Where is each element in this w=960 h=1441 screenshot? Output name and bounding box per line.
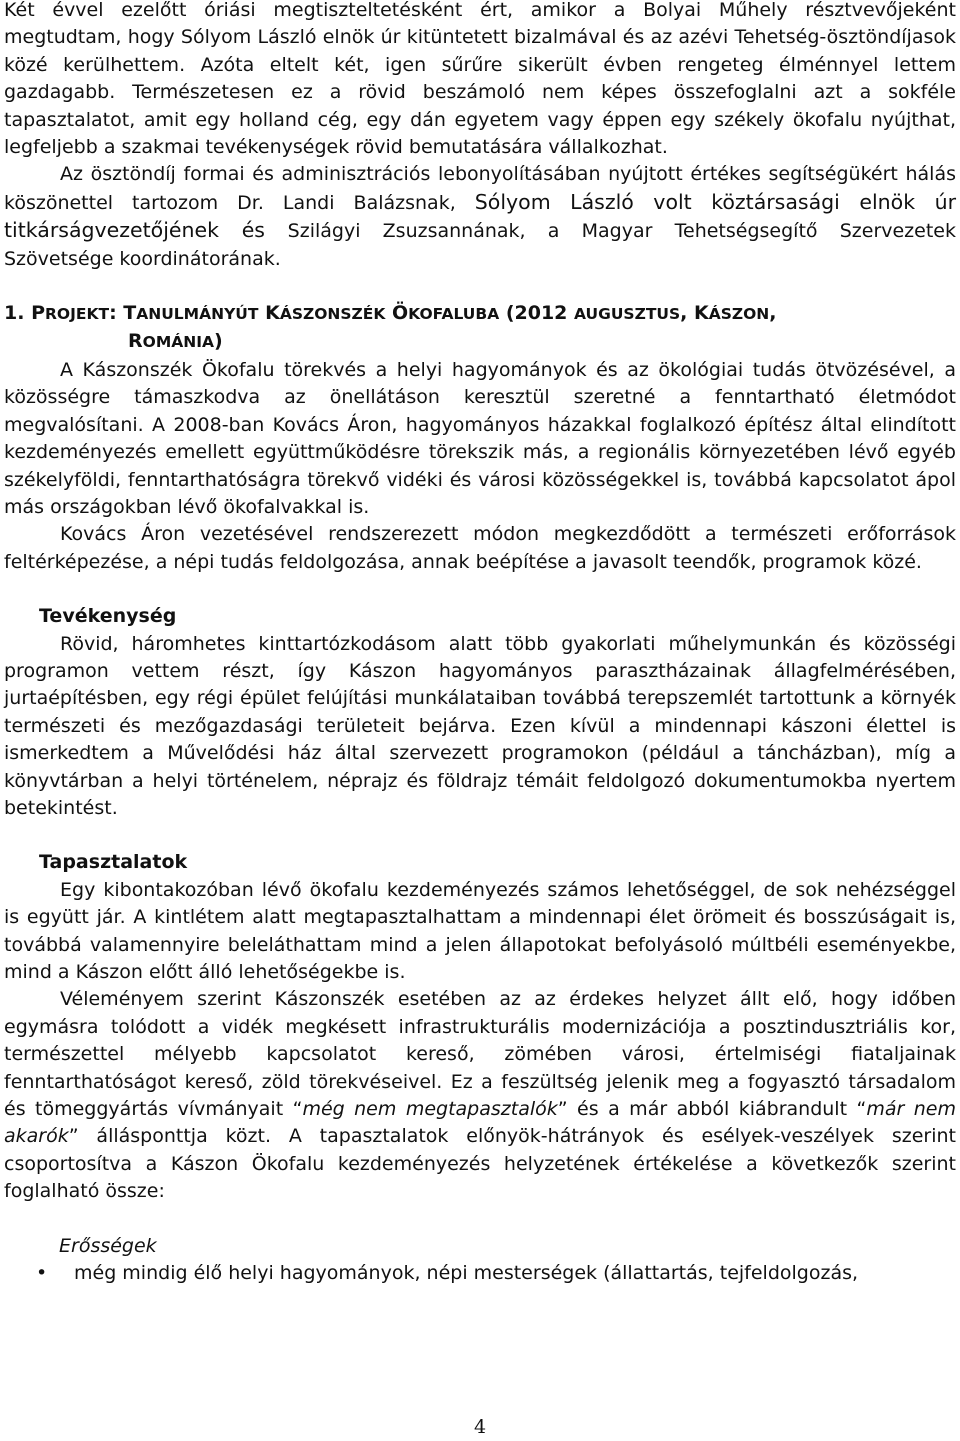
paragraph-thanks: Az ösztöndíj formai és adminisztrációs lebonyolításában nyújtott értékes segítségükért hálás köszönettel tartozom Dr. Landi Balázsnak, Sólyom László volt köztársasági elnök úr titkárságvezetőjének és Szilágyi Zsuzsannának, a Magyar Tehetségsegítő Szervezetek Szövetsége koordinátorának. [4,163,956,270]
strengths-list [4,1260,956,1287]
subheading-activity: Tevékenység [39,605,177,628]
paragraph-experience-2: Véleményem szerint Kászonszék esetében az az érdekes helyzet állt elő, hogy időben egymásra tolódott a vidék megkésett infrastrukturális modernizációja a posztindusztriális kor, természettel mélyebb kapcsolatot kereső, zömében városi, értelmiségi fiataljainak fenntarthatóságot kereső, zöld törekvéseivel. Ez a feszültség jelenik meg a fogyasztó társadalom és tömeggyártás vívmányait “még nem megtapasztalók” és a már abból kiábrandult “már nem akarók” állásponttja közt. A tapasztalatok előnyök-hátrányok és esélyek-veszélyek szerint csoportosítva a Kászon Ökofalu kezdeményezés helyzetének értékelése a következők szerint foglalható össze: [4,988,956,1203]
paragraph-kovacs: Kovács Áron vezetésével rendszerezett módon megkezdődött a természeti erőforrások feltérképezése, a népi tudás feldolgozása, annak beépítése a javasolt teendők, programok közé. [4,523,956,573]
subheading-experience: Tapasztalatok [39,851,188,874]
spacer [4,822,956,849]
thanks-highlight: Sólyom László volt köztársasági elnök úr titkárságvezetőjének [4,189,956,243]
quote-not-yet-experienced: még nem megtapasztalók [302,1098,558,1121]
spacer [4,576,956,603]
paragraph-kaszon: A Kászonszék Ökofalu törekvés a helyi hagyományok és az ökológiai tudás ötvözésével, a közösségre támaszkodva az önellátáson keresztül szeretné a fenntartható életmódot megvalósítani. A 2008-ban Kovács Áron, hagyományos házakkal foglalkozó építész által elindított kezdeményezés emellett együttműködésre törekszik más, a regionális környezetében lévő egyéb székelyföldi, fenntarthatóságra törekvő vidéki és városi közösségekkel is, továbbá kapcsolatot ápol más országokban lévő ökofalvakkal is. [4,358,956,518]
page-content [4,0,956,1287]
paragraph-intro: Két évvel ezelőtt óriási megtiszteltetésként ért, amikor a Bolyai Műhely résztvevőjeként megtudtam, hogy Sólyom László elnök úr kitüntetett bizalmával és az azévi Tehetség-ösztöndíjasok közé kerülhettem. Azóta eltelt két, igen sűrűre sikerült évben rengeteg élménnyel lettem gazdagabb. Természetesen ez a rövid beszámoló nem képes összefoglalni azt a sokféle tapasztalatot, amit egy holland cég, egy dán egyetem vagy éppen egy székely ökofalu nyújthat, legfeljebb a szakmai tevékenységek rövid bemutatására vállalkozhat. [4,0,956,159]
section-heading: 1. PROJEKT: TANULMÁNYÚT KÁSZONSZÉK ÖKOFALUBA (2012 AUGUSZTUS, KÁSZON, ROMÁNIA) [4,302,777,353]
spacer [4,273,956,300]
bullet-icon: • [36,1262,48,1285]
page-number: 4 [473,1416,487,1438]
strengths-title: Erősségek [59,1234,157,1257]
paragraph-experience-1: Egy kibontakozóban lévő ökofalu kezdeményezés számos lehetőséggel, de sok nehézséggel is együtt jár. A kintlétem alatt megtapasztalhattam a mindennapi élet örömeit és bosszúságait is, továbbá valamennyire beleláthattam mind a jelen állapotokat befolyásoló múltbéli eseményekbe, mind a Kászon előtt álló lehetőségekbe is. [4,878,956,983]
quote-no-longer-want: már nem akarók [4,1098,956,1148]
spacer [4,1206,956,1233]
paragraph-activity: Rövid, háromhetes kinttartózkodásom alatt több gyakorlati műhelymunkán és közösségi programon vettem részt, így Kászon hagyományos parasztházainak állagfelmérésében, jurtaépítésben, egy régi épület felújítási munkálataiban továbbá terepszemlét tartottunk a környék természeti és mezőgazdasági területeit bejárva. Ezen kívül a mindennapi kászoni élettel is ismerkedtem a Művelődési ház által szervezett programokon (például a táncházban), míg a könyvtárban a helyi történelem, néprajz és földrajz témáit feldolgozó dokumentumokba nyertem betekintést. [4,632,956,819]
list-item: • még mindig élő helyi hagyományok, népi mesterségek (állattartás, tejfeldolgozás, [4,1260,956,1287]
